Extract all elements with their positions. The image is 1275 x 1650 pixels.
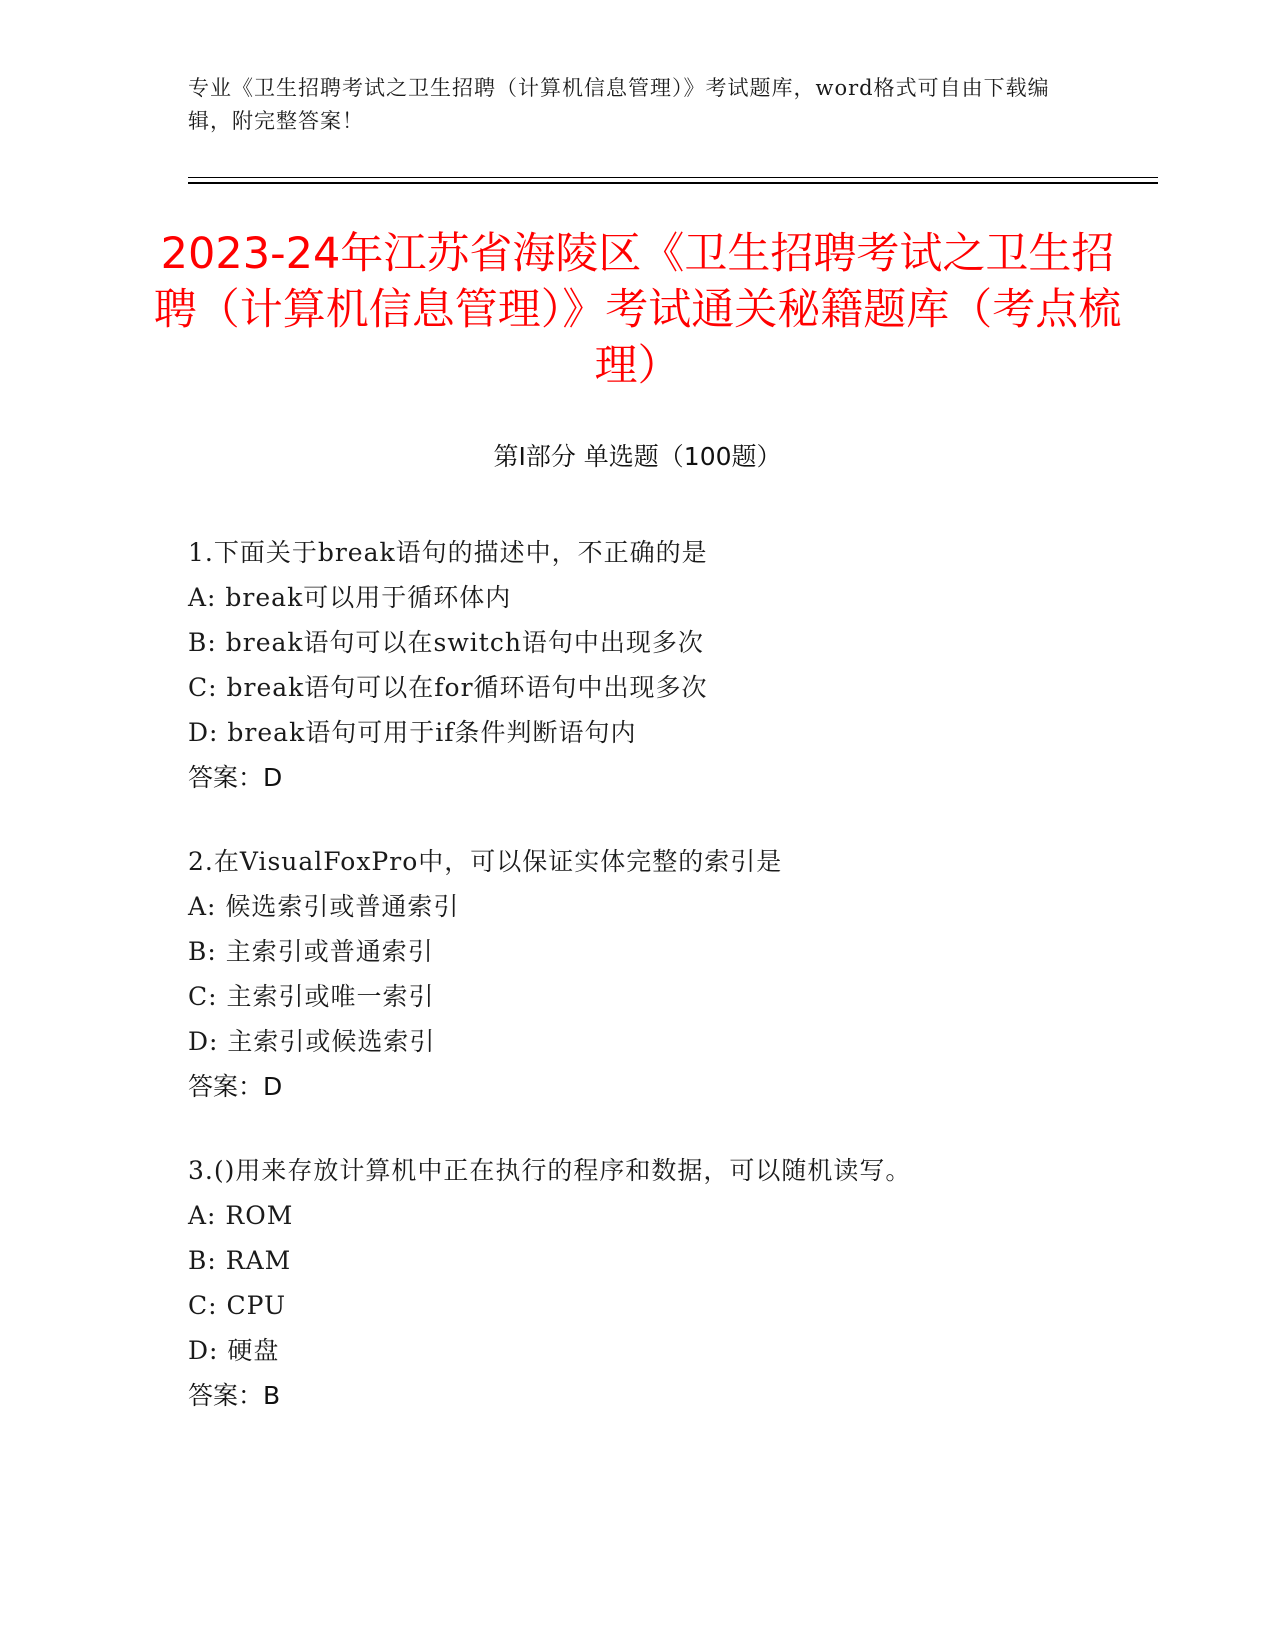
answer: 答案：D [188, 1072, 283, 1101]
question-list [188, 530, 1168, 1457]
header-divider-thick [188, 182, 1158, 184]
option-c: C: 主索引或唯一索引 [188, 982, 435, 1011]
option-b: B: RAM [188, 1246, 292, 1275]
option-c: C: CPU [188, 1291, 287, 1320]
header-divider-thin [188, 177, 1158, 178]
question-stem: 2.在VisualFoxPro中，可以保证实体完整的索引是 [188, 847, 783, 876]
answer: 答案：B [188, 1381, 281, 1410]
option-a: A: break可以用于循环体内 [188, 583, 512, 612]
option-d: D: 硬盘 [188, 1336, 280, 1365]
question-3 [188, 1148, 1168, 1418]
option-c: C: break语句可以在for循环语句中出现多次 [188, 673, 708, 702]
question-2 [188, 839, 1168, 1109]
section-title: 第Ⅰ部分 单选题（100题） [493, 442, 782, 471]
answer: 答案：D [188, 763, 283, 792]
option-d: D: break语句可用于if条件判断语句内 [188, 718, 637, 747]
option-a: A: ROM [188, 1201, 294, 1230]
option-b: B: break语句可以在switch语句中出现多次 [188, 628, 704, 657]
question-stem: 3.()用来存放计算机中正在执行的程序和数据，可以随机读写。 [188, 1156, 912, 1185]
option-b: B: 主索引或普通索引 [188, 937, 434, 966]
option-a: A: 候选索引或普通索引 [188, 892, 460, 921]
document-title: 2023-24年江苏省海陵区《卫生招聘考试之卫生招聘（计算机信息管理）》考试通关秘籍题库（考点梳理） [153, 229, 1122, 391]
header-note: 专业《卫生招聘考试之卫生招聘（计算机信息管理）》考试题库，word格式可自由下载编辑，附完整答案！ [188, 76, 1050, 133]
question-1 [188, 530, 1168, 800]
question-stem: 1.下面关于break语句的描述中，不正确的是 [188, 538, 708, 567]
option-d: D: 主索引或候选索引 [188, 1027, 436, 1056]
